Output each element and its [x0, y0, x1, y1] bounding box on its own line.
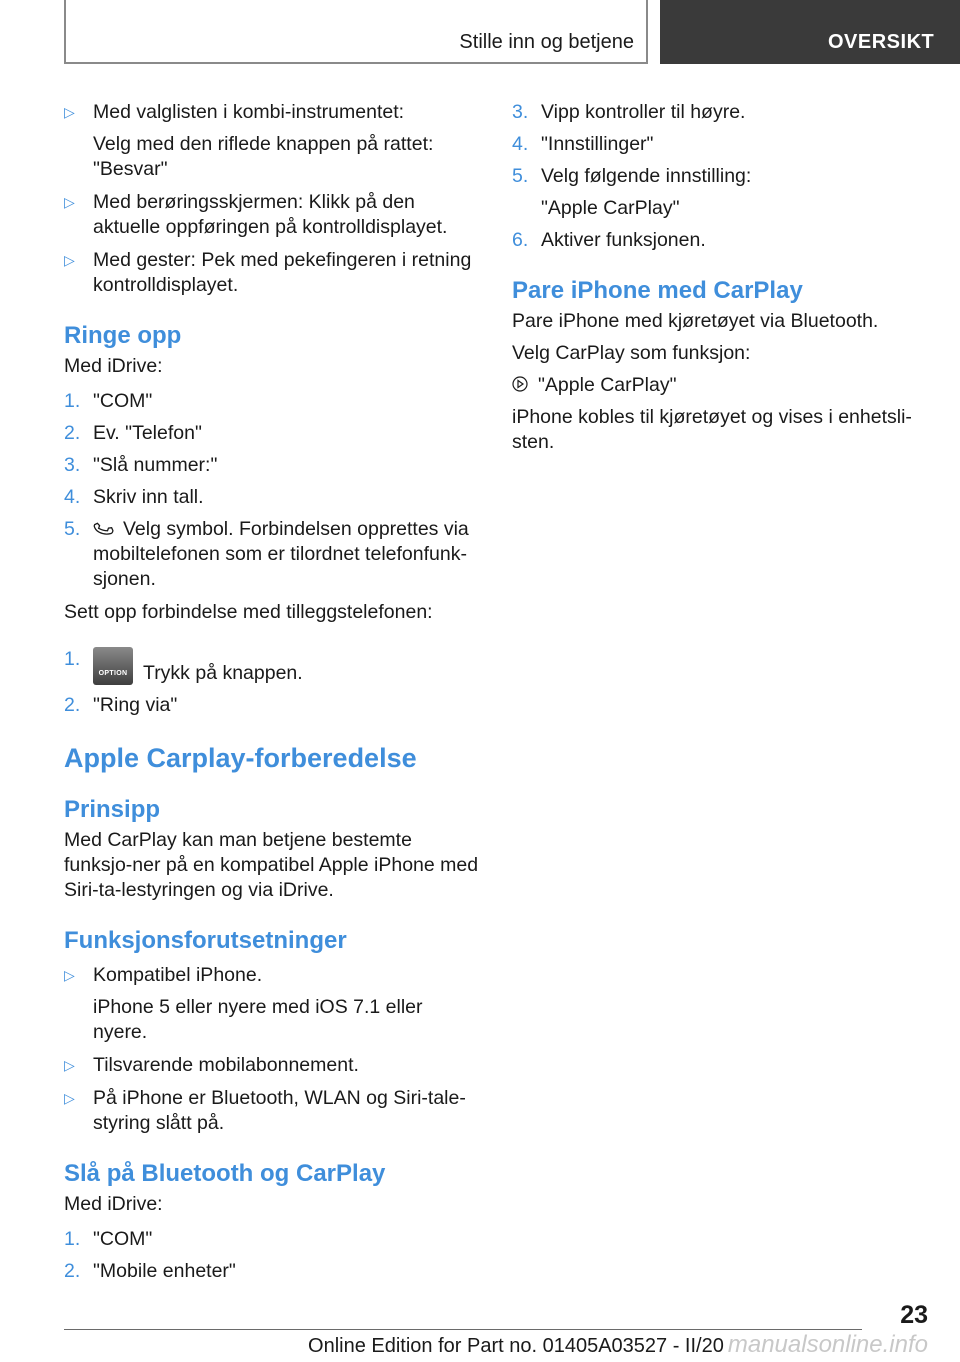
step-item: 1. "COM" — [64, 1228, 153, 1250]
ringe-intro: Med iDrive: — [64, 355, 163, 377]
bullet-item: ▷ Med valglisten i kombi-instrumentet: — [64, 101, 405, 123]
right-column — [512, 100, 927, 455]
heading-apple-carplay: Apple Carplay-forberedelse — [64, 743, 417, 773]
step-item: 3. Vipp kontroller til høyre. — [512, 101, 746, 123]
option-button-icon: OPTION — [93, 647, 133, 685]
prinsipp-text: Med CarPlay kan man betjene bestemte funksjo-ner på en kompatibel Apple iPhone med Siri-ta-lestyringen og via iDrive. — [64, 829, 479, 901]
triangle-bullet-icon: ▷ — [64, 104, 75, 120]
footer-divider — [64, 1329, 862, 1330]
heading-pare-iphone: Pare iPhone med CarPlay — [512, 277, 803, 304]
triangle-bullet-icon: ▷ — [64, 252, 75, 268]
step-item: 2. Ev. "Telefon" — [64, 422, 202, 444]
section-title: Stille inn og betjene — [459, 31, 634, 53]
bullet-subtext: Velg med den riflede knappen på rattet: — [93, 133, 434, 155]
bullet-item: ▷ Kompatibel iPhone. — [64, 964, 263, 986]
triangle-bullet-icon: ▷ — [64, 967, 75, 983]
pare-text-2: Velg CarPlay som funksjon: — [512, 342, 751, 364]
bullet-subtext: iPhone 5 eller nyere med iOS 7.1 eller nyere. — [93, 996, 423, 1043]
bluetooth-intro: Med iDrive: — [64, 1193, 163, 1215]
menu-arrow-icon — [512, 376, 528, 392]
step-item: 3. "Slå nummer:" — [64, 454, 218, 476]
page-number: 23 — [900, 1301, 928, 1329]
step-item: 2. "Mobile enheter" — [64, 1260, 236, 1282]
bullet-item: ▷ Med berøringsskjermen: Klikk på den aktuelle oppføringen på kontrolldisplayet. — [64, 191, 448, 238]
heading-funksjonsforutsetninger: Funksjonsforutsetninger — [64, 927, 347, 954]
bullet-item: ▷ Tilsvarende mobilabonnement. — [64, 1054, 359, 1076]
step-item: 4. "Innstillinger" — [512, 133, 654, 155]
footer-edition: Online Edition for Part no. 01405A03527 - II/20 manualsonline.info — [308, 1331, 928, 1358]
pare-option: "Apple CarPlay" — [512, 373, 927, 398]
watermark-text: manualsonline.info — [727, 1331, 928, 1358]
step-item: 1. OPTION Trykk på knappen. — [64, 648, 303, 684]
step-item: 5. Velg symbol. Forbindelsen opprettes via mobiltelefonen som er tilordnet telefonfunk-sjonen. — [64, 518, 469, 590]
triangle-bullet-icon: ▷ — [64, 1057, 75, 1073]
heading-ringe-opp: Ringe opp — [64, 322, 182, 349]
extra-phone-intro: Sett opp forbindelse med tilleggstelefonen: — [64, 601, 433, 623]
bullet-item: ▷ På iPhone er Bluetooth, WLAN og Siri-tale-styring slått på. — [64, 1087, 466, 1134]
step-item: 1. "COM" — [64, 390, 153, 412]
heading-prinsipp: Prinsipp — [64, 796, 161, 823]
left-column — [64, 100, 479, 1284]
step-item: 6. Aktiver funksjonen. — [512, 229, 706, 251]
pare-text-1: Pare iPhone med kjøretøyet via Bluetooth. — [512, 310, 879, 332]
step-item: 5. Velg følgende innstilling: — [512, 165, 752, 187]
heading-bluetooth-carplay: Slå på Bluetooth og CarPlay — [64, 1160, 386, 1187]
bullet-subtext: "Besvar" — [93, 158, 168, 180]
step-item: 2. "Ring via" — [64, 694, 178, 716]
triangle-bullet-icon: ▷ — [64, 1090, 75, 1106]
step-subtext: "Apple CarPlay" — [541, 197, 680, 219]
phone-handset-icon — [93, 519, 115, 537]
pare-text-3: iPhone kobles til kjøretøyet og vises i enhetsli-sten. — [512, 406, 912, 453]
chapter-tab[interactable]: OVERSIKT — [660, 0, 960, 64]
bullet-item: ▷ Med gester: Pek med pekefingeren i retning kontrolldisplayet. — [64, 249, 472, 296]
triangle-bullet-icon: ▷ — [64, 194, 75, 210]
step-item: 4. Skriv inn tall. — [64, 486, 204, 508]
